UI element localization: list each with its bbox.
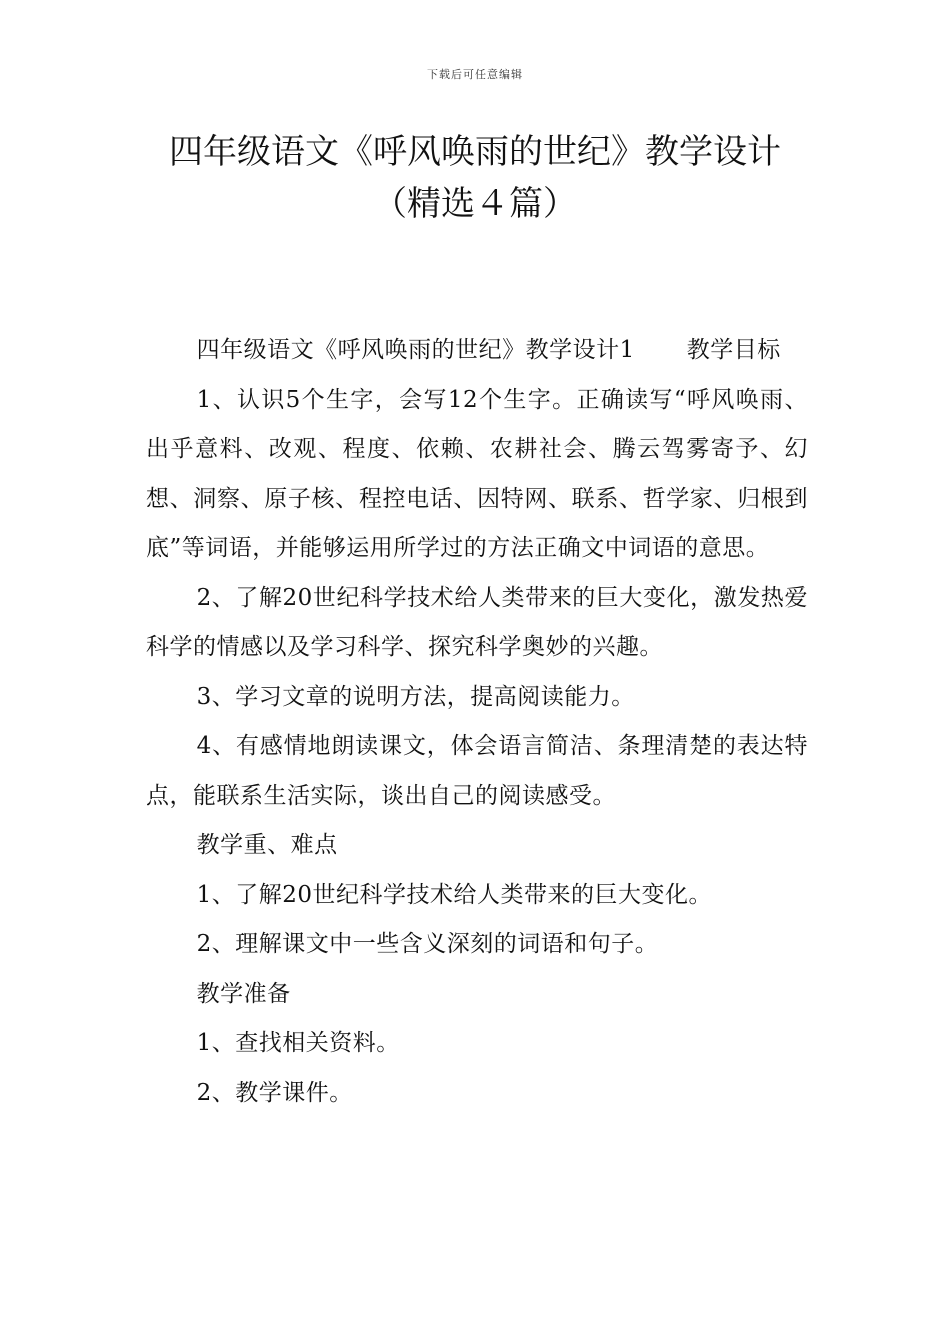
paragraph-preparation-1: 1、查找相关资料。 bbox=[196, 1030, 400, 1056]
paragraph-goal-1: 1、认识5个生字，会写12个生字。正确读写“呼风唤雨、出乎意料、改观、程度、依赖、农耕社会、腾云驾雾寄予、幻想、洞察、原子核、程控电话、因特网、联系、哲学家、归根到底”等词语，并能够运用所学过的方法正确文中词语的意思。 bbox=[146, 386, 808, 561]
paragraph-key-points-heading: 教学重、难点 bbox=[196, 832, 338, 858]
document-title bbox=[0, 126, 950, 230]
paragraph-preparation-heading: 教学准备 bbox=[196, 980, 291, 1007]
title-line-1: 四年级语文《呼风唤雨的世纪》教学设计 bbox=[169, 132, 781, 172]
teaching-goals-label: 教学目标 bbox=[686, 337, 781, 363]
paragraph-preparation-2: 2、教学课件。 bbox=[196, 1079, 353, 1106]
paragraph-heading-1 bbox=[146, 326, 808, 376]
title-line-2: （精选４篇） bbox=[373, 184, 577, 224]
paragraph-key-point-2: 2、理解课文中一些含义深刻的词语和句子。 bbox=[196, 931, 659, 957]
paragraph-goal-4: 4、有感情地朗读课文，体会语言简洁、条理清楚的表达特点，能联系生活实际，谈出自己的阅读感受。 bbox=[146, 733, 808, 809]
header-note: 下载后可任意编辑 bbox=[427, 68, 523, 81]
document-body bbox=[146, 326, 808, 1118]
paragraph-key-point-1: 1、了解20世纪科学技术给人类带来的巨大变化。 bbox=[196, 881, 712, 908]
paragraph-goal-3: 3、学习文章的说明方法，提高阅读能力。 bbox=[196, 683, 635, 710]
section-heading: 四年级语文《呼风唤雨的世纪》教学设计1 bbox=[196, 337, 635, 363]
paragraph-goal-2: 2、了解20世纪科学技术给人类带来的巨大变化，激发热爱科学的情感以及学习科学、探究科学奥妙的兴趣。 bbox=[146, 584, 808, 660]
